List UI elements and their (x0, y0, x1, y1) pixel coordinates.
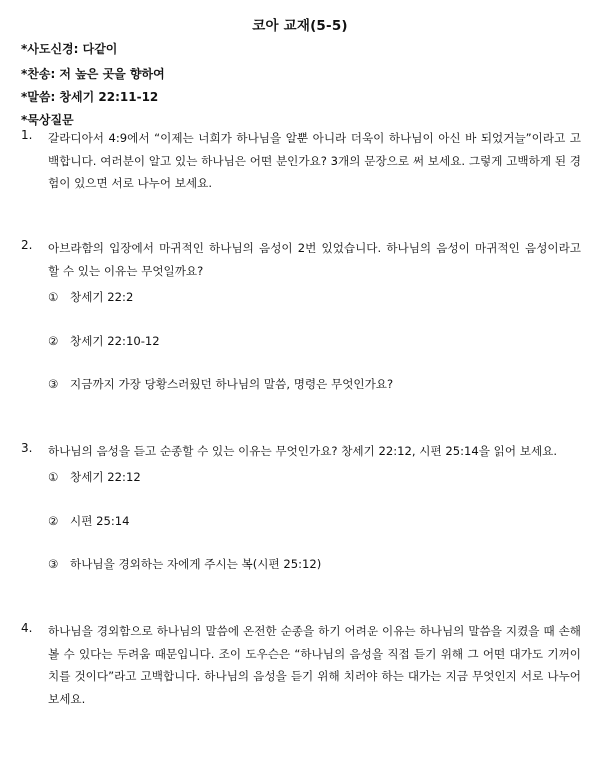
heading-apostles-creed: *사도신경: 다같이 (21, 42, 118, 56)
sub-text: 창세기 22:12 (70, 470, 141, 484)
question-text: 하나님의 음성을 듣고 순종할 수 있는 이유는 무엇인가요? 창세기 22:12, 시편 25:14을 읽어 보세요. (48, 444, 558, 458)
question-text: 하나님을 경외함으로 하나님의 말씀에 온전한 순종을 하기 어려운 이유는 하나님의 말씀을 지켰을 때 손해볼 수 있다는 두려움 때문입니다. 조이 도우슨은 “하나님의 음성을 직접 듣기 위해 그 어떤 대가도 기꺼이 치를 것이다”라고 고백합니다. 하나님의 음성을 듣기 위해 치러야 하는 대가는 지금 무엇인지 서로 나누어 보세요. (48, 624, 581, 706)
sub-text: 창세기 22:10-12 (70, 334, 160, 348)
sub-marker: ③ (48, 377, 59, 391)
question-number: 1. (21, 128, 33, 142)
question-text: 갈라디아서 4:9에서 “이제는 너희가 하나님을 알뿐 아니라 더욱이 하나님이 아신 바 되었거늘”이라고 고백합니다. 여러분이 알고 있는 하나님은 어떤 분인가요? 3개의 문장으로 써 보세요. 그렇게 고백하게 된 경험이 있으면 서로 나누어 보세요. (48, 131, 581, 190)
sub-marker: ① (48, 470, 59, 484)
heading-meditation-questions: *묵상질문 (21, 113, 74, 127)
sub-marker: ② (48, 514, 59, 528)
sub-marker: ③ (48, 557, 59, 571)
question-2 (21, 237, 581, 282)
sub-text: 시편 25:14 (70, 514, 130, 528)
question-text: 아브라함의 입장에서 마귀적인 하나님의 음성이 2번 있었습니다. 하나님의 음성이 마귀적인 음성이라고 할 수 있는 이유는 무엇일까요? (48, 241, 581, 278)
question-1 (21, 127, 581, 195)
question-3 (21, 440, 581, 463)
sub-marker: ② (48, 334, 59, 348)
document-title: 코아 교재(5-5) (252, 18, 348, 34)
question-2-sub-3 (48, 376, 393, 392)
sub-text: 하나님을 경외하는 자에게 주시는 복(시편 25:12) (70, 557, 322, 571)
sub-text: 지금까지 가장 당황스러웠던 하나님의 말씀, 명령은 무엇인가요? (70, 377, 394, 391)
question-2-sub-1 (48, 289, 133, 305)
sub-text: 창세기 22:2 (70, 290, 134, 304)
heading-hymn: *찬송: 저 높은 곳을 향하여 (21, 67, 165, 81)
question-3-sub-3 (48, 556, 321, 572)
question-number: 2. (21, 238, 33, 252)
question-2-sub-2 (48, 333, 160, 349)
heading-scripture: *말씀: 창세기 22:11-12 (21, 90, 159, 104)
question-4 (21, 620, 581, 710)
question-number: 3. (21, 441, 33, 455)
sub-marker: ① (48, 290, 59, 304)
question-3-sub-2 (48, 513, 130, 529)
question-number: 4. (21, 621, 33, 635)
question-3-sub-1 (48, 469, 141, 485)
